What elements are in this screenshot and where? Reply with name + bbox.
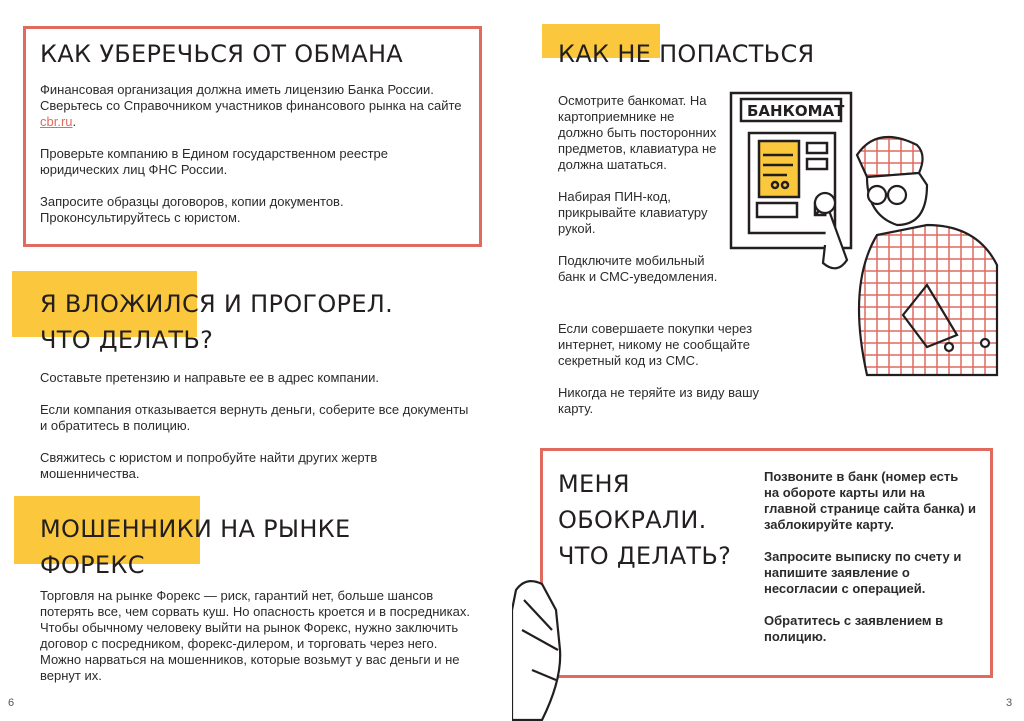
paragraph: Если компания отказывается вернуть деньги, соберите все документы и обратитесь в полицию. xyxy=(40,402,469,433)
hand-illustration xyxy=(512,570,592,721)
paragraph: Обратитесь с заявлением в полицию. xyxy=(764,613,944,644)
paragraph: Запросите образцы договоров, копии документов. Проконсультируйтесь с юристом. xyxy=(40,194,344,225)
paragraph: Позвоните в банк (номер есть на обороте карты или на главной странице сайта банка) и заблокируйте карту. xyxy=(764,469,977,532)
how-not-to-get-caught-title: КАК НЕ ПОПАСТЬСЯ xyxy=(558,40,815,68)
paragraph: Свяжитесь с юристом и попробуйте найти других жертв мошенничества. xyxy=(40,450,378,481)
paragraph: Подключите мобильный банк и СМС-уведомления. xyxy=(558,253,718,284)
atm-detective-illustration xyxy=(727,85,1007,385)
how-not-to-get-caught-text xyxy=(558,93,723,285)
paragraph: Набирая ПИН-код, прикрывайте клавиатуру рукой. xyxy=(558,189,708,236)
paragraph: Финансовая организация должна иметь лицензию Банка России. Сверьтесь со Справочником участников финансового рынка на сайте cbr.ru. xyxy=(40,82,462,129)
paragraph: Осмотрите банкомат. На картоприемнике не должно быть посторонних предметов, клавиатура не должна шататься. xyxy=(558,93,717,172)
page-number: 3 xyxy=(1006,697,1013,709)
paragraph: Если совершаете покупки через интернет, никому не сообщайте секретный код из СМС. xyxy=(558,321,753,368)
right-page xyxy=(512,0,1024,721)
how-to-avoid-fraud-title: КАК УБЕРЕЧЬСЯ ОТ ОБМАНА xyxy=(40,40,404,68)
i-was-robbed-title: МЕНЯ ОБОКРАЛИ. ЧТО ДЕЛАТЬ? xyxy=(558,470,732,570)
paragraph: Составьте претензию и направьте ее в адрес компании. xyxy=(40,370,379,385)
paragraph: Торговля на рынке Форекс — риск, гарантий нет, больше шансов потерять все, чем сорвать куш. Но опасность кроется и в посредниках. Чтобы обычному человеку выйти на рынок Форекс, нужно заключить договор с посредником, форекс-дилером, и торговать через него. Можно нарваться на мошенников, которые возьмут у вас деньги и не вернут их. xyxy=(40,588,470,683)
i-was-robbed-text xyxy=(764,469,976,645)
hand-icon xyxy=(512,581,560,720)
paragraph: Проверьте компанию в Едином государственном реестре юридических лиц ФНС России. xyxy=(40,146,388,177)
cbr-link[interactable]: cbr.ru xyxy=(40,114,73,129)
how-to-avoid-fraud-text xyxy=(40,82,470,226)
forex-fraud-text xyxy=(40,588,470,684)
paragraph: Запросите выписку по счету и напишите заявление о несогласии с операцией. xyxy=(764,549,962,596)
paragraph: Никогда не теряйте из виду вашу карту. xyxy=(558,385,760,416)
invested-and-lost-title: Я ВЛОЖИЛСЯ И ПРОГОРЕЛ. ЧТО ДЕЛАТЬ? xyxy=(40,290,394,354)
atm-label: БАНКОМАТ xyxy=(747,102,845,120)
invested-and-lost-text xyxy=(40,370,470,482)
page-number: 6 xyxy=(8,697,15,709)
forex-fraud-title: МОШЕННИКИ НА РЫНКЕ ФОРЕКС xyxy=(40,515,351,579)
